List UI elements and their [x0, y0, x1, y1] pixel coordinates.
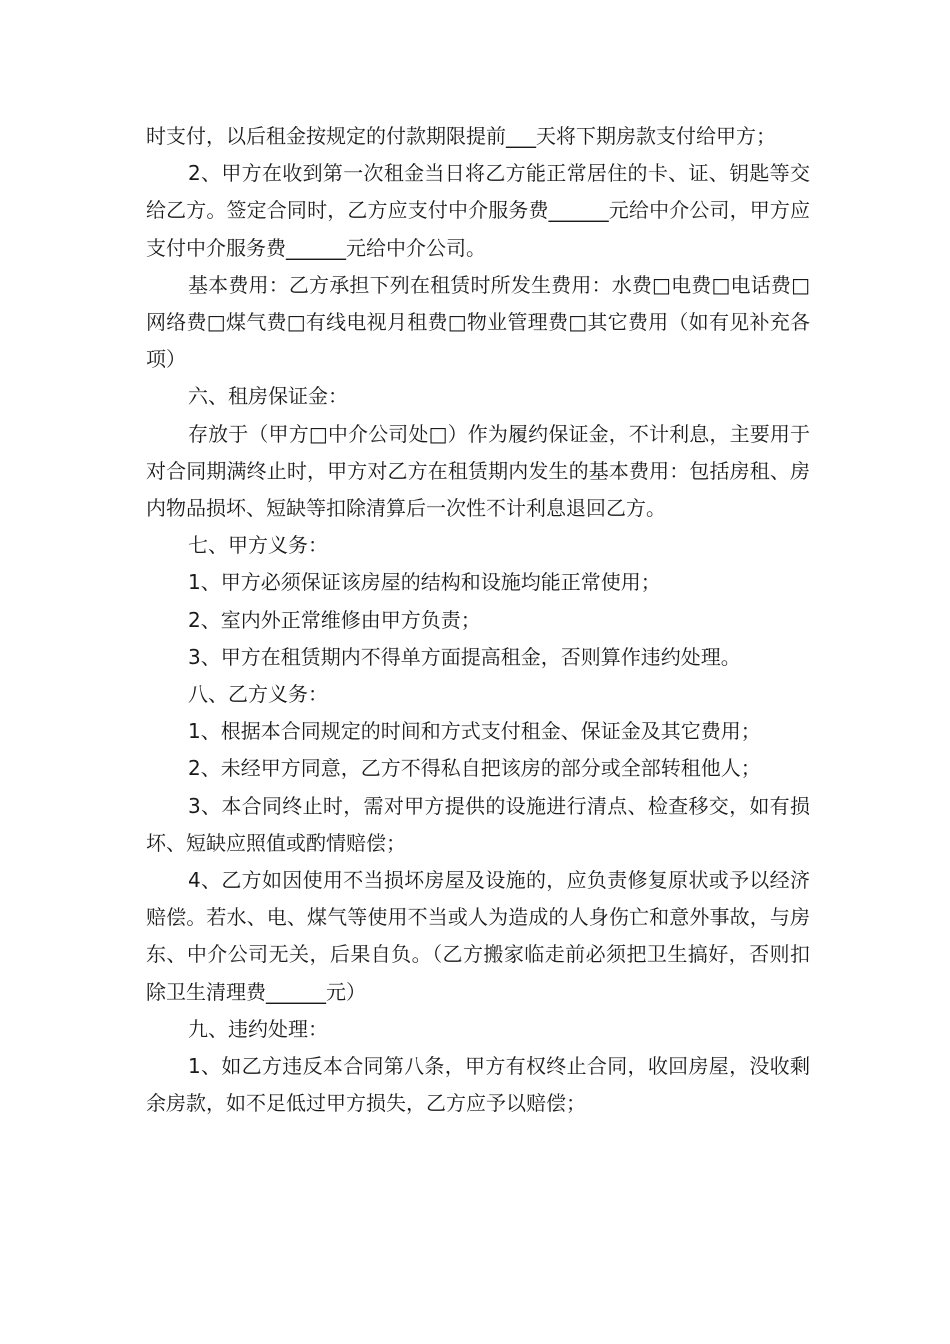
section-heading-tenant-duties: 八、乙方义务：: [188, 682, 328, 707]
breach-clause-1: 1、如乙方违反本合同第八条，甲方有权终止合同，收回房屋，没收剩余房款，如不足低过甲方损失，乙方应予以赔偿；: [146, 1054, 810, 1116]
paragraph-basic-fees: 基本费用：乙方承担下列在租赁时所发生费用：水费□电费□电话费□网络费□煤气费□有线电视月租费□物业管理费□其它费用（如有见补充各项）: [146, 272, 810, 372]
document-body: [146, 118, 810, 1122]
paragraph-handover-and-agency-fee: 2、甲方在收到第一次租金当日将乙方能正常居住的卡、证、钥匙等交给乙方。签定合同时，乙方应支付中介服务费______元给中介公司，甲方应支付中介服务费______元给中介公司。: [146, 161, 810, 260]
landlord-duty-2: 2、室内外正常维修由甲方负责；: [188, 607, 481, 632]
tenant-duty-2: 2、未经甲方同意，乙方不得私自把该房的部分或全部转租他人；: [188, 756, 761, 781]
tenant-duty-1: 1、根据本合同规定的时间和方式支付租金、保证金及其它费用；: [188, 719, 761, 744]
paragraph-deposit-terms: 存放于（甲方□中介公司处□）作为履约保证金，不计利息，主要用于对合同期满终止时，甲方对乙方在租赁期内发生的基本费用：包括房租、房内物品损坏、短缺等扣除清算后一次性不计利息退回乙方。: [146, 421, 810, 521]
landlord-duty-1: 1、甲方必须保证该房屋的结构和设施均能正常使用；: [188, 570, 661, 595]
tenant-duty-4: 4、乙方如因使用不当损坏房屋及设施的，应负责修复原状或予以经济赔偿。若水、电、煤气等使用不当或人为造成的人身伤亡和意外事故，与房东、中介公司无关，后果自负。（乙方搬家临走前必须把卫生搞好，否则扣除卫生清理费______元）: [146, 868, 810, 1004]
section-heading-breach: 九、违约处理：: [188, 1016, 328, 1041]
landlord-duty-3: 3、甲方在租赁期内不得单方面提高租金，否则算作违约处理。: [188, 644, 741, 669]
section-heading-deposit: 六、租房保证金：: [188, 384, 348, 409]
paragraph-payment-continuation: 时支付，以后租金按规定的付款期限提前___天将下期房款支付给甲方；: [146, 124, 776, 148]
tenant-duty-3: 3、本合同终止时，需对甲方提供的设施进行清点、检查移交，如有损坏、短缺应照值或酌情赔偿；: [146, 793, 810, 855]
section-heading-landlord-duties: 七、甲方义务：: [188, 533, 328, 558]
